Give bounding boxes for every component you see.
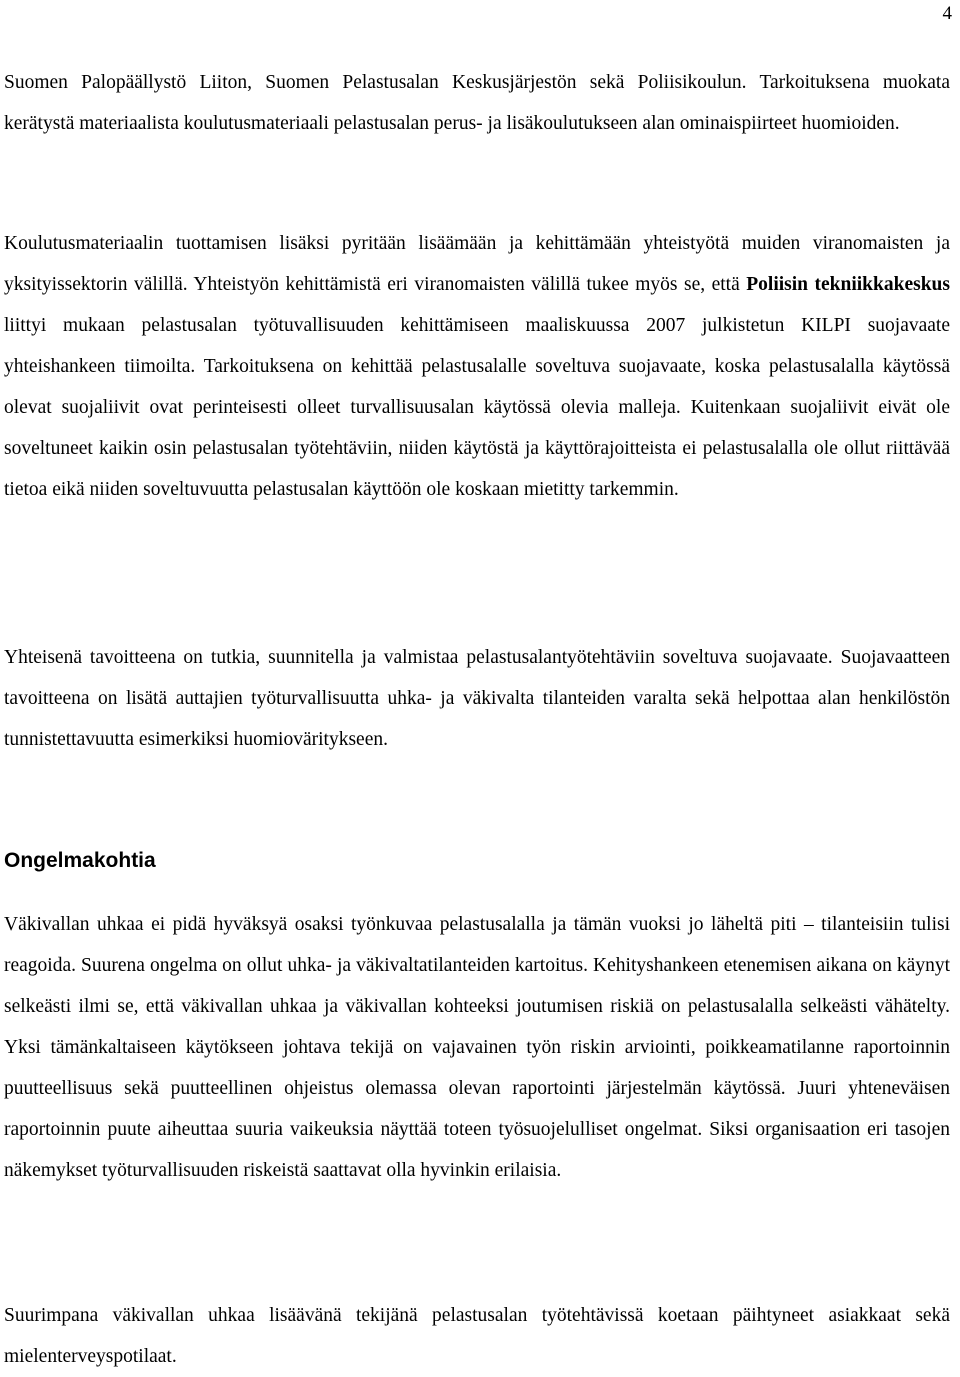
paragraph-cooperation: [4, 223, 950, 510]
paragraph-cooperation-text-1: Koulutusmateriaalin tuottamisen lisäksi pyritään lisäämään ja kehittämään yhteistyötä muiden viranomaisten ja yksityissektorin välillä. Yhteistyön kehittämistä eri viranomaisten välillä tukee myös se, että: [4, 233, 950, 295]
paragraph-intro: Suomen Palopäällystö Liiton, Suomen Pelastusalan Keskusjärjestön sekä Poliisikoulun. Tarkoituksena muokata kerätystä materiaalista koulutusmateriaali pelastusalan perus- ja lisäkoulutukseen alan ominaispiirteet huomioiden.: [4, 72, 950, 134]
paragraph-risk-factors: Suurimpana väkivallan uhkaa lisäävänä tekijänä pelastusalan työtehtävissä koetaan päihtyneet asiakkaat sekä mielenterveyspotilaat.: [4, 1305, 950, 1367]
page-number: 4: [942, 3, 952, 24]
paragraph-problems: Väkivallan uhkaa ei pidä hyväksyä osaksi työnkuvaa pelastusalalla ja tämän vuoksi jo läheltä piti – tilanteisiin tulisi reagoida. Suurena ongelma on ollut uhka- ja väkivaltatilanteiden kartoitus. Kehityshankeen etenemisen aikana on käynyt selkeästi ilmi se, että väkivallan uhkaa ja väkivallan kohteeksi joutumisen riskiä on pelastusalalla selkeästi vähätelty. Yksi tämänkaltaiseen käytökseen johtava tekijä on vajavainen työn riskin arviointi, poikkeamatilanne raportoinnin puutteellisuus sekä puutteellinen ohjeistus olemassa olevan raportointi järjestelmän käytössä. Juuri yhteneväisen raportoinnin puute aiheuttaa suuria vaikeuksia näyttää toteen työsuojelulliset ongelmat. Siksi organisaation eri tasojen näkemykset työturvallisuuden riskeistä saattavat olla hyvinkin erilaisia.: [4, 914, 950, 1181]
police-technical-centre-bold: Poliisin tekniikkakeskus: [746, 274, 950, 295]
paragraph-cooperation-text-2: liittyi mukaan pelastusalan työtuvallisuuden kehittämiseen maaliskuussa 2007 julkistetun KILPI suojavaate yhteishankeen tiimoilta. Tarkoituksena on kehittää pelastusalalle soveltuva suojavaate, koska pelastusalalla käytössä olevat suojaliivit ovat perinteisesti olleet turvallisuusalan käytössä olevia malleja. Kuitenkaan suojaliivit eivät ole soveltuneet kaikin osin pelastusalan työtehtäviin, niiden käytöstä ja käyttörajoitteista ei pelastusalalla ole ollut riittävää tietoa eikä niiden soveltuvuutta pelastusalan käyttöön ole koskaan mietitty tarkemmin.: [4, 315, 950, 500]
paragraph-goal: Yhteisenä tavoitteena on tutkia, suunnitella ja valmistaa pelastusalantyötehtäviin soveltuva suojavaate. Suojavaatteen tavoitteena on lisätä auttajien työturvallisuutta uhka- ja väkivalta tilanteiden varalta sekä helpottaa alan henkilöstön tunnistettavuutta esimerkiksi huomioväritykseen.: [4, 647, 950, 750]
section-heading: Ongelmakohtia: [4, 849, 156, 872]
